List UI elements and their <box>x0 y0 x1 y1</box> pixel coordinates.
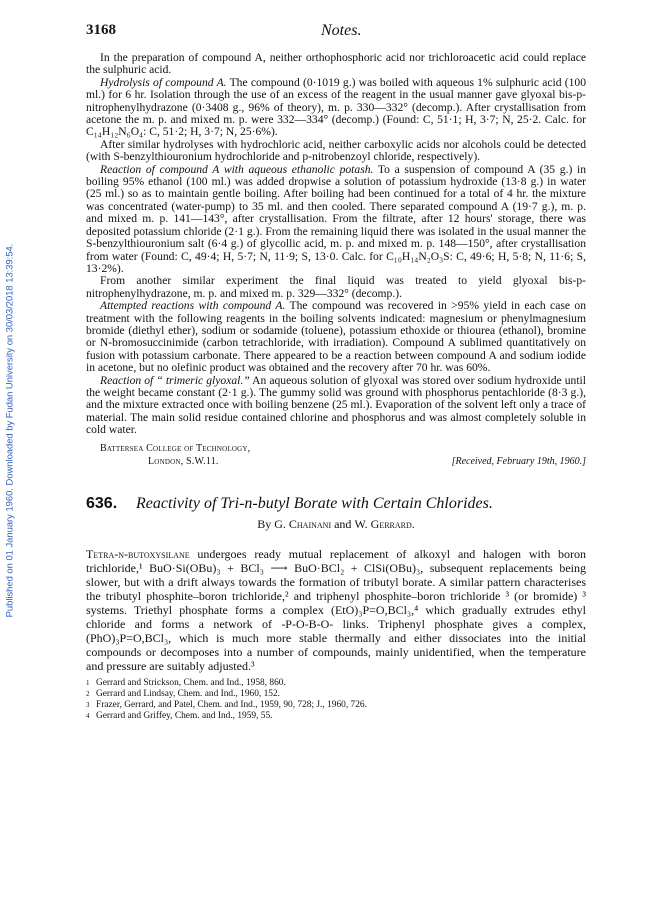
paragraph-lead: Reaction of “ trimeric glyoxal.” <box>100 373 250 387</box>
byline-by: By <box>257 516 272 531</box>
paragraph-text: In the preparation of compound A, neither orthophosphoric acid nor trichloroacetic acid could replace the sulphuric acid. <box>86 51 586 77</box>
reference-item <box>86 689 586 700</box>
paragraph-lead: Hydrolysis of compound A. <box>100 75 227 89</box>
reference-text: Frazer, Gerrard, and Patel, Chem. and Ind., 1959, 90, 728; J., 1960, 726. <box>96 699 367 710</box>
article-number: 636. <box>86 494 118 512</box>
article-byline <box>86 517 586 532</box>
article-title: Reactivity of Tri-n-butyl Borate with Certain Chlorides. <box>136 494 493 512</box>
reference-number: 2 <box>86 689 90 698</box>
download-watermark-text[interactable]: Published on 01 January 1960. Downloaded by Fudan University on 30/03/2018 13:39:54. <box>3 243 15 617</box>
received-date: [Received, February 19th, 1960.] <box>451 455 586 467</box>
page-number: 3168 <box>86 22 116 38</box>
affiliation-block <box>86 443 586 473</box>
article-heading <box>86 495 586 535</box>
affiliation-college: Battersea College of Technology, <box>100 442 251 454</box>
page-body <box>86 52 586 722</box>
reference-number: 4 <box>86 711 90 720</box>
paragraph-text: After similar hydrolyses with hydrochloric acid, neither carboxylic acids nor alcohols could be detected (with S-benzylthiouronium hydrochloride and p-nitrobenzoyl chloride, respectively). <box>86 137 586 164</box>
reference-text: Gerrard and Griffey, Chem. and Ind., 1959, 55. <box>96 710 273 721</box>
page-header <box>86 22 586 46</box>
paragraph-preparation <box>86 52 586 77</box>
paragraph-text: To a suspension of compound A (35 g.) in boiling 95% ethanol (100 ml.) was added dropwise a solution of potassium hydroxide (13·8 g.) in water (25 ml.) so as to maintain gentle boiling. After boiling had been continued for a total of 4 hr. the mixture was concentrated (water-pump) to 35 ml. and then cooled. There separated compound A (19·7 g.), m. p. and mixed m. p. 141—143°, after crystallisation. From the filtrate, after 12 hours' storage, there was deposited potassium chloride (2·1 g.). From the remaining liquid there was isolated in the usual manner the S-benzylthiouronium salt (6·4 g.) of glycollic acid, m. p. and mixed m. p. 148—150°, after crystallisation from water (Found: C, 49·4; H, 5·7; N, 11·9; S, 13·0. Calc. for C₁₀H₁₄N₂O₃S: C, 49·6; H, 5·8; N, 11·6; S, 13·2%). <box>86 162 586 275</box>
paragraph-another-experiment <box>86 275 586 300</box>
byline-and: and <box>334 516 352 531</box>
paragraph-text: An aqueous solution of glyoxal was stored over sodium hydroxide until the weight became constant (2·1 g.). The gummy solid was ground with phosphorus pentachloride (8·3 g.), and the mixture extracted once with boiling benzene (25 ml.). Evaporation of the solvent left only a trace of material. The main solid residue contained chlorine and phosphorus and was almost completely soluble in cold water. <box>86 373 586 437</box>
references-list <box>86 678 586 722</box>
paragraph-introduction <box>86 547 586 673</box>
paragraph-text: The compound was recovered in >95% yield in each case on treatment with the following reagents in the boiling solvents indicated: magnesium or phenylmagnesium bromide (diethyl ether), sodium or sodamide (toluene), potassium ethoxide or thiourea (ethanol), bromine or N-bromosuccinimide (carbon tetrachloride, with irradiation). Compound A sublimed quantitatively on fusion with potassium carbonate. There appeared to be a reaction between compound A and sodium iodide in acetone, but no olefinic product was obtained and the recovery after 70 hr. was 60%. <box>86 299 587 375</box>
reference-text: Gerrard and Strickson, Chem. and Ind., 1958, 860. <box>96 677 286 688</box>
reference-text: Gerrard and Lindsay, Chem. and Ind., 1960, 152. <box>96 688 280 699</box>
paragraph-lead: Reaction of compound A with aqueous ethanolic potash. <box>100 162 374 176</box>
author-name: G. Chainani <box>274 516 332 531</box>
paragraph-potash-reaction <box>86 164 586 276</box>
author-name: W. Gerrard. <box>354 516 415 531</box>
paragraph-attempted-reactions <box>86 300 586 374</box>
running-title: Notes. <box>321 22 362 39</box>
download-watermark <box>2 150 16 710</box>
reference-item <box>86 678 586 689</box>
paragraph-trimeric-glyoxal <box>86 375 586 437</box>
reference-item <box>86 711 586 722</box>
paragraph-hydrolysis <box>86 77 586 139</box>
paragraph-similar-hydrolyses <box>86 139 586 164</box>
article-body <box>86 547 586 673</box>
reference-number: 1 <box>86 678 90 687</box>
paragraph-lead: Tetra-n-butoxysilane <box>86 546 190 561</box>
paragraph-lead: Attempted reactions with compound A. <box>100 299 286 313</box>
paragraph-text: The compound (0·1019 g.) was boiled with aqueous 1% sulphuric acid (100 ml.) for 6 hr. Isolation through the use of an excess of the reagent in the usual manner gave glyoxal bis-p-nitrophenylhydrazone (0·3408 g., 96% of theory), m. p. 330—332° (decomp.). After crystallisation from acetone the m. p. and mixed m. p. were 332—334° (decomp.) (Found: C, 51·1; H, 3·7; N, 25·2. Calc. for C₁₄H₁₂N₆O₄: C, 51·2; H, 3·7; N, 25·6%). <box>86 75 586 139</box>
previous-note-section <box>86 52 586 473</box>
paragraph-text: undergoes ready mutual replacement of alkoxyl and halogen with boron trichloride,¹ BuO·Si(OBu)₃ + BCl₃ ⟶ BuO·BCl₂ + ClSi(OBu)₃, subsequent replacements being slower, but with a drift always towards the formation of tributyl borate. A similar pattern characterises the tributyl phosphite–boron trichloride,² and triphenyl phosphite–boron trichloride ³ (or bromide) ³ systems. Triethyl phosphate forms a complex (EtO)₃P=O,BCl₃,⁴ which gradually extrudes ethyl chloride and forms a network of -P-O-B-O- links. Triphenyl phosphate gives a complex, (PhO)₃P=O,BCl₃, which is much more stable thermally and either dissociates into the initial compounds or decomposes into a number of compounds, mainly unidentified, when the temperature and pressure are suitably adjusted.³ <box>86 546 586 673</box>
paragraph-text: From another similar experiment the final liquid was treated to yield glyoxal bis-p-nitrophenylhydrazone, m. p. and mixed m. p. 329—332° (decomp.). <box>86 274 586 300</box>
reference-item <box>86 700 586 711</box>
affiliation-city: London, S.W.11. <box>148 455 219 467</box>
reference-number: 3 <box>86 700 90 709</box>
